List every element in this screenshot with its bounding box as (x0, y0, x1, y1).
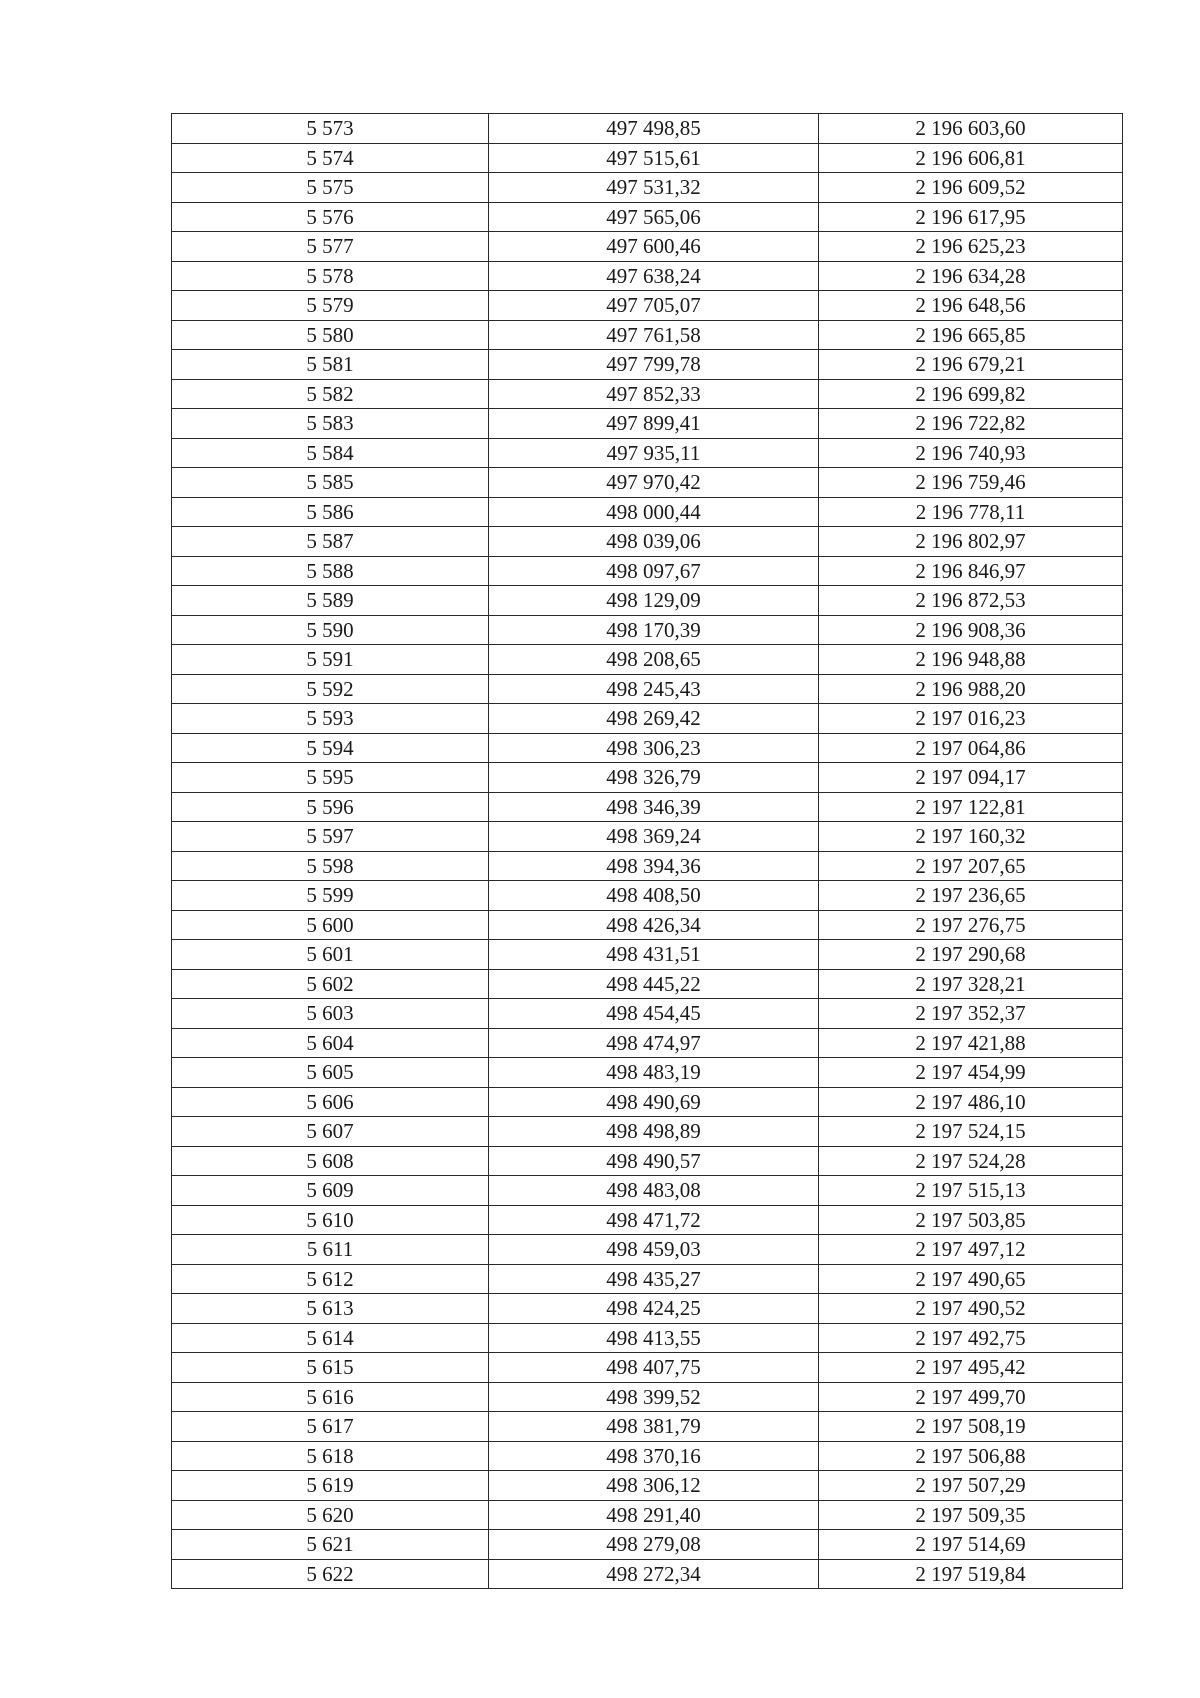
y-coordinate-cell: 2 197 122,81 (819, 792, 1123, 822)
x-coordinate-cell: 497 899,41 (489, 409, 819, 439)
x-coordinate-cell: 497 799,78 (489, 350, 819, 380)
point-number-cell: 5 613 (172, 1294, 489, 1324)
table-row (172, 173, 1123, 203)
x-coordinate-cell: 498 426,34 (489, 910, 819, 940)
y-coordinate-cell: 2 196 603,60 (819, 114, 1123, 144)
y-coordinate-cell: 2 197 514,69 (819, 1530, 1123, 1560)
x-coordinate-cell: 498 454,45 (489, 999, 819, 1029)
x-coordinate-cell: 498 306,23 (489, 733, 819, 763)
point-number-cell: 5 587 (172, 527, 489, 557)
point-number-cell: 5 579 (172, 291, 489, 321)
y-coordinate-cell: 2 196 722,82 (819, 409, 1123, 439)
x-coordinate-cell: 498 291,40 (489, 1500, 819, 1530)
y-coordinate-cell: 2 196 699,82 (819, 379, 1123, 409)
table-row (172, 1500, 1123, 1530)
y-coordinate-cell: 2 197 490,65 (819, 1264, 1123, 1294)
point-number-cell: 5 589 (172, 586, 489, 616)
table-row (172, 674, 1123, 704)
x-coordinate-cell: 497 705,07 (489, 291, 819, 321)
y-coordinate-cell: 2 196 740,93 (819, 438, 1123, 468)
point-number-cell: 5 604 (172, 1028, 489, 1058)
x-coordinate-cell: 497 852,33 (489, 379, 819, 409)
table-row (172, 1412, 1123, 1442)
table-row (172, 261, 1123, 291)
y-coordinate-cell: 2 197 509,35 (819, 1500, 1123, 1530)
table-row (172, 851, 1123, 881)
table-row (172, 202, 1123, 232)
y-coordinate-cell: 2 197 506,88 (819, 1441, 1123, 1471)
y-coordinate-cell: 2 196 778,11 (819, 497, 1123, 527)
y-coordinate-cell: 2 197 328,21 (819, 969, 1123, 999)
x-coordinate-cell: 498 306,12 (489, 1471, 819, 1501)
x-coordinate-cell: 498 413,55 (489, 1323, 819, 1353)
x-coordinate-cell: 498 407,75 (489, 1353, 819, 1383)
table-row (172, 1441, 1123, 1471)
x-coordinate-cell: 498 474,97 (489, 1028, 819, 1058)
point-number-cell: 5 577 (172, 232, 489, 262)
point-number-cell: 5 612 (172, 1264, 489, 1294)
point-number-cell: 5 590 (172, 615, 489, 645)
y-coordinate-cell: 2 196 872,53 (819, 586, 1123, 616)
y-coordinate-cell: 2 196 759,46 (819, 468, 1123, 498)
point-number-cell: 5 616 (172, 1382, 489, 1412)
y-coordinate-cell: 2 197 160,32 (819, 822, 1123, 852)
x-coordinate-cell: 498 459,03 (489, 1235, 819, 1265)
table-row (172, 792, 1123, 822)
table-row (172, 704, 1123, 734)
x-coordinate-cell: 498 431,51 (489, 940, 819, 970)
x-coordinate-cell: 498 498,89 (489, 1117, 819, 1147)
point-number-cell: 5 601 (172, 940, 489, 970)
y-coordinate-cell: 2 196 665,85 (819, 320, 1123, 350)
point-number-cell: 5 575 (172, 173, 489, 203)
point-number-cell: 5 614 (172, 1323, 489, 1353)
table-row (172, 320, 1123, 350)
table-row (172, 438, 1123, 468)
x-coordinate-cell: 497 638,24 (489, 261, 819, 291)
table-row (172, 1028, 1123, 1058)
point-number-cell: 5 600 (172, 910, 489, 940)
y-coordinate-cell: 2 197 421,88 (819, 1028, 1123, 1058)
y-coordinate-cell: 2 197 236,65 (819, 881, 1123, 911)
table-row (172, 232, 1123, 262)
table-row (172, 1087, 1123, 1117)
y-coordinate-cell: 2 196 908,36 (819, 615, 1123, 645)
y-coordinate-cell: 2 197 495,42 (819, 1353, 1123, 1383)
point-number-cell: 5 588 (172, 556, 489, 586)
point-number-cell: 5 594 (172, 733, 489, 763)
point-number-cell: 5 618 (172, 1441, 489, 1471)
table-row (172, 1058, 1123, 1088)
x-coordinate-cell: 498 408,50 (489, 881, 819, 911)
y-coordinate-cell: 2 196 625,23 (819, 232, 1123, 262)
x-coordinate-cell: 498 399,52 (489, 1382, 819, 1412)
y-coordinate-cell: 2 196 634,28 (819, 261, 1123, 291)
table-row (172, 763, 1123, 793)
point-number-cell: 5 580 (172, 320, 489, 350)
point-number-cell: 5 574 (172, 143, 489, 173)
point-number-cell: 5 595 (172, 763, 489, 793)
table-row (172, 527, 1123, 557)
x-coordinate-cell: 498 381,79 (489, 1412, 819, 1442)
table-row (172, 999, 1123, 1029)
y-coordinate-cell: 2 196 679,21 (819, 350, 1123, 380)
table-row (172, 940, 1123, 970)
table-row (172, 468, 1123, 498)
x-coordinate-cell: 498 039,06 (489, 527, 819, 557)
table-row (172, 1471, 1123, 1501)
table-row (172, 1353, 1123, 1383)
table-row (172, 1205, 1123, 1235)
y-coordinate-cell: 2 197 486,10 (819, 1087, 1123, 1117)
y-coordinate-cell: 2 196 948,88 (819, 645, 1123, 675)
x-coordinate-cell: 497 531,32 (489, 173, 819, 203)
table-row (172, 1146, 1123, 1176)
x-coordinate-cell: 498 208,65 (489, 645, 819, 675)
y-coordinate-cell: 2 196 988,20 (819, 674, 1123, 704)
y-coordinate-cell: 2 197 519,84 (819, 1559, 1123, 1589)
point-number-cell: 5 605 (172, 1058, 489, 1088)
x-coordinate-cell: 498 483,08 (489, 1176, 819, 1206)
point-number-cell: 5 593 (172, 704, 489, 734)
table-row (172, 822, 1123, 852)
x-coordinate-cell: 498 435,27 (489, 1264, 819, 1294)
point-number-cell: 5 599 (172, 881, 489, 911)
point-number-cell: 5 611 (172, 1235, 489, 1265)
table-row (172, 1323, 1123, 1353)
x-coordinate-cell: 498 245,43 (489, 674, 819, 704)
y-coordinate-cell: 2 197 497,12 (819, 1235, 1123, 1265)
point-number-cell: 5 584 (172, 438, 489, 468)
point-number-cell: 5 603 (172, 999, 489, 1029)
y-coordinate-cell: 2 197 207,65 (819, 851, 1123, 881)
y-coordinate-cell: 2 197 524,28 (819, 1146, 1123, 1176)
table-row (172, 350, 1123, 380)
point-number-cell: 5 610 (172, 1205, 489, 1235)
y-coordinate-cell: 2 197 499,70 (819, 1382, 1123, 1412)
table-row (172, 969, 1123, 999)
y-coordinate-cell: 2 197 094,17 (819, 763, 1123, 793)
y-coordinate-cell: 2 197 490,52 (819, 1294, 1123, 1324)
point-number-cell: 5 606 (172, 1087, 489, 1117)
table-row (172, 910, 1123, 940)
point-number-cell: 5 619 (172, 1471, 489, 1501)
x-coordinate-cell: 497 600,46 (489, 232, 819, 262)
table-row (172, 1235, 1123, 1265)
x-coordinate-cell: 498 424,25 (489, 1294, 819, 1324)
point-number-cell: 5 591 (172, 645, 489, 675)
table-row (172, 733, 1123, 763)
point-number-cell: 5 598 (172, 851, 489, 881)
x-coordinate-cell: 498 490,69 (489, 1087, 819, 1117)
point-number-cell: 5 615 (172, 1353, 489, 1383)
y-coordinate-cell: 2 197 508,19 (819, 1412, 1123, 1442)
y-coordinate-cell: 2 196 609,52 (819, 173, 1123, 203)
point-number-cell: 5 622 (172, 1559, 489, 1589)
point-number-cell: 5 608 (172, 1146, 489, 1176)
x-coordinate-cell: 497 498,85 (489, 114, 819, 144)
x-coordinate-cell: 497 761,58 (489, 320, 819, 350)
x-coordinate-cell: 498 394,36 (489, 851, 819, 881)
point-number-cell: 5 573 (172, 114, 489, 144)
y-coordinate-cell: 2 196 617,95 (819, 202, 1123, 232)
y-coordinate-cell: 2 197 507,29 (819, 1471, 1123, 1501)
table-row (172, 1176, 1123, 1206)
x-coordinate-cell: 497 515,61 (489, 143, 819, 173)
coordinates-table (171, 113, 1123, 1589)
point-number-cell: 5 596 (172, 792, 489, 822)
x-coordinate-cell: 498 269,42 (489, 704, 819, 734)
x-coordinate-cell: 497 935,11 (489, 438, 819, 468)
table-row (172, 1264, 1123, 1294)
y-coordinate-cell: 2 197 016,23 (819, 704, 1123, 734)
point-number-cell: 5 585 (172, 468, 489, 498)
x-coordinate-cell: 498 272,34 (489, 1559, 819, 1589)
point-number-cell: 5 583 (172, 409, 489, 439)
y-coordinate-cell: 2 197 524,15 (819, 1117, 1123, 1147)
y-coordinate-cell: 2 197 454,99 (819, 1058, 1123, 1088)
point-number-cell: 5 581 (172, 350, 489, 380)
y-coordinate-cell: 2 197 352,37 (819, 999, 1123, 1029)
table-row (172, 1530, 1123, 1560)
x-coordinate-cell: 498 129,09 (489, 586, 819, 616)
table-row (172, 586, 1123, 616)
point-number-cell: 5 597 (172, 822, 489, 852)
x-coordinate-cell: 498 445,22 (489, 969, 819, 999)
point-number-cell: 5 620 (172, 1500, 489, 1530)
table-row (172, 409, 1123, 439)
x-coordinate-cell: 498 097,67 (489, 556, 819, 586)
point-number-cell: 5 609 (172, 1176, 489, 1206)
y-coordinate-cell: 2 197 503,85 (819, 1205, 1123, 1235)
point-number-cell: 5 578 (172, 261, 489, 291)
table-row (172, 379, 1123, 409)
y-coordinate-cell: 2 197 276,75 (819, 910, 1123, 940)
x-coordinate-cell: 497 970,42 (489, 468, 819, 498)
x-coordinate-cell: 498 326,79 (489, 763, 819, 793)
coordinates-table-body (172, 114, 1123, 1589)
x-coordinate-cell: 498 471,72 (489, 1205, 819, 1235)
table-row (172, 1382, 1123, 1412)
y-coordinate-cell: 2 196 846,97 (819, 556, 1123, 586)
point-number-cell: 5 602 (172, 969, 489, 999)
x-coordinate-cell: 498 369,24 (489, 822, 819, 852)
point-number-cell: 5 592 (172, 674, 489, 704)
x-coordinate-cell: 498 000,44 (489, 497, 819, 527)
y-coordinate-cell: 2 197 492,75 (819, 1323, 1123, 1353)
table-row (172, 645, 1123, 675)
point-number-cell: 5 617 (172, 1412, 489, 1442)
y-coordinate-cell: 2 197 064,86 (819, 733, 1123, 763)
table-row (172, 1294, 1123, 1324)
x-coordinate-cell: 498 483,19 (489, 1058, 819, 1088)
point-number-cell: 5 576 (172, 202, 489, 232)
table-row (172, 497, 1123, 527)
y-coordinate-cell: 2 196 802,97 (819, 527, 1123, 557)
x-coordinate-cell: 497 565,06 (489, 202, 819, 232)
point-number-cell: 5 582 (172, 379, 489, 409)
table-row (172, 881, 1123, 911)
table-row (172, 291, 1123, 321)
x-coordinate-cell: 498 490,57 (489, 1146, 819, 1176)
x-coordinate-cell: 498 170,39 (489, 615, 819, 645)
table-row (172, 1559, 1123, 1589)
table-row (172, 114, 1123, 144)
table-row (172, 1117, 1123, 1147)
point-number-cell: 5 607 (172, 1117, 489, 1147)
table-row (172, 615, 1123, 645)
x-coordinate-cell: 498 346,39 (489, 792, 819, 822)
y-coordinate-cell: 2 197 515,13 (819, 1176, 1123, 1206)
x-coordinate-cell: 498 370,16 (489, 1441, 819, 1471)
y-coordinate-cell: 2 196 606,81 (819, 143, 1123, 173)
y-coordinate-cell: 2 197 290,68 (819, 940, 1123, 970)
y-coordinate-cell: 2 196 648,56 (819, 291, 1123, 321)
table-row (172, 556, 1123, 586)
table-row (172, 143, 1123, 173)
x-coordinate-cell: 498 279,08 (489, 1530, 819, 1560)
point-number-cell: 5 621 (172, 1530, 489, 1560)
point-number-cell: 5 586 (172, 497, 489, 527)
